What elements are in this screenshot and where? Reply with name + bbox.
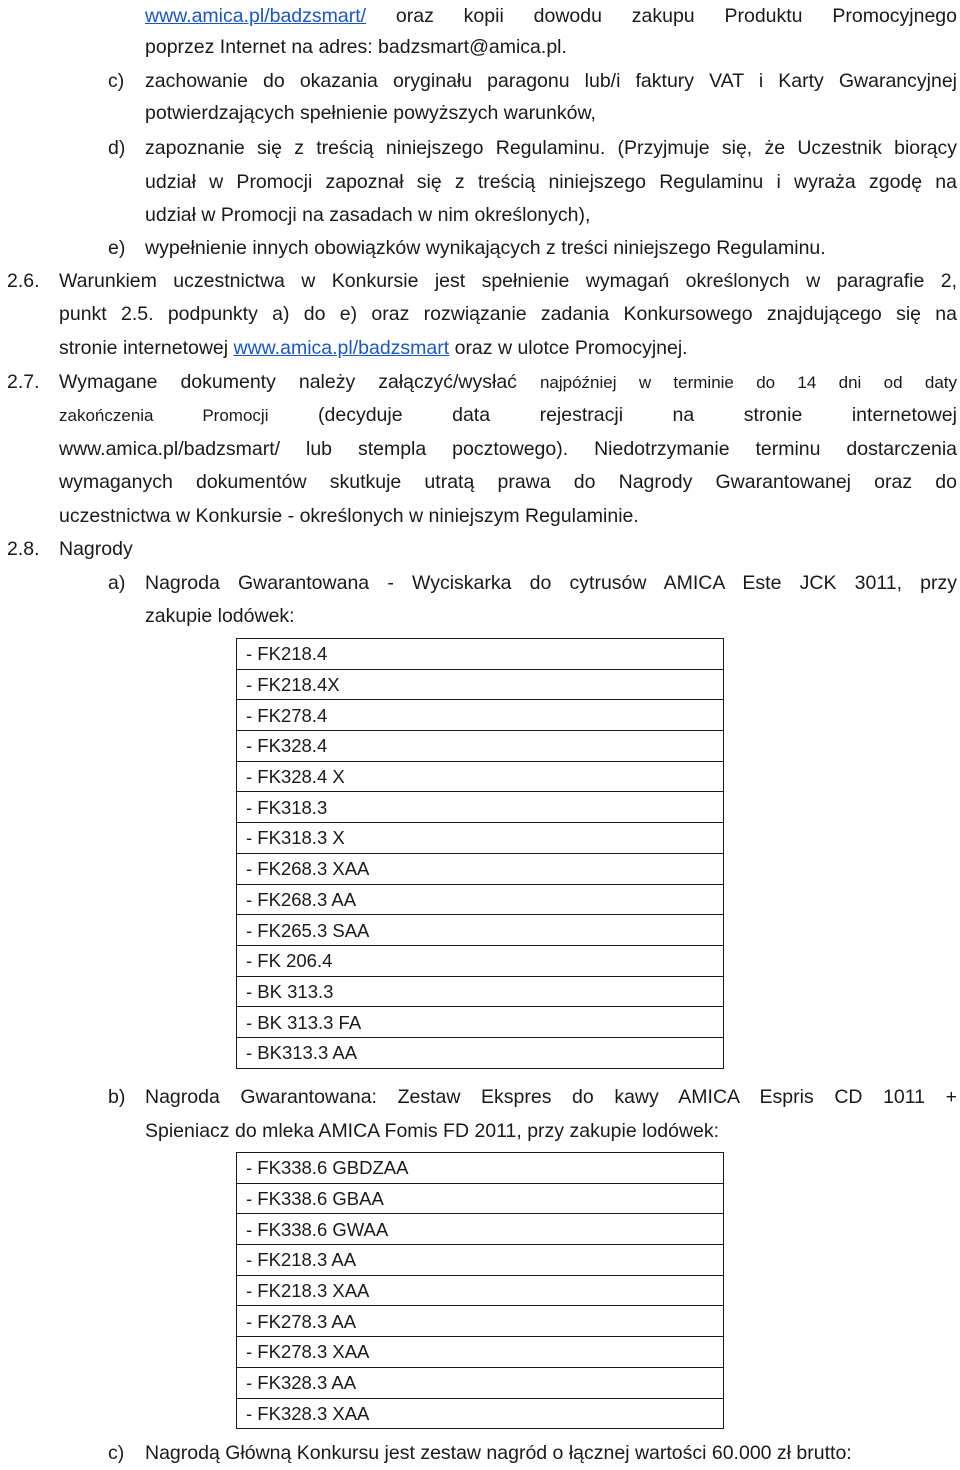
model-cell: - FK328.4	[237, 731, 724, 762]
model-cell: - BK 313.3	[237, 976, 724, 1007]
text-line: uczestnictwa w Konkursie - określonych w niniejszym Regulaminie.	[59, 505, 639, 527]
model-row	[237, 700, 724, 731]
model-table-a	[236, 638, 724, 1069]
model-row	[237, 761, 724, 792]
model-row	[237, 1275, 724, 1306]
model-row	[237, 1037, 724, 1068]
model-row	[237, 823, 724, 854]
text-line: www.amica.pl/badzsmart/ oraz kopii dowodu zakupu Produktu Promocyjnego	[145, 5, 957, 27]
text-line: wymaganych dokumentów skutkuje utratą prawa do Nagrody Gwarantowanej oraz do	[59, 471, 957, 493]
list-marker: b)	[108, 1086, 126, 1108]
model-row	[237, 884, 724, 915]
model-row	[237, 1245, 724, 1276]
text-line: www.amica.pl/badzsmart/ lub stempla pocztowego). Niedotrzymanie terminu dostarczenia	[59, 438, 957, 460]
list-marker: a)	[108, 572, 126, 594]
text-line: udział w Promocji na zasadach w nim określonych),	[145, 204, 591, 226]
text-line: punkt 2.5. podpunkty a) do e) oraz rozwiązanie zadania Konkursowego znajdującego się na	[59, 303, 957, 325]
model-row	[237, 669, 724, 700]
list-marker: e)	[108, 237, 126, 259]
model-row	[237, 1007, 724, 1038]
text-line: Spieniacz do mleka AMICA Fomis FD 2011, przy zakupie lodówek:	[145, 1120, 720, 1142]
model-cell: - FK328.3 XAA	[237, 1398, 724, 1429]
website-link[interactable]: www.amica.pl/badzsmart/	[145, 5, 367, 27]
model-cell: - FK338.6 GWAA	[237, 1214, 724, 1245]
model-row	[237, 1337, 724, 1368]
model-cell: - FK338.6 GBAA	[237, 1183, 724, 1214]
model-cell: - FK218.4	[237, 639, 724, 670]
text-line: Warunkiem uczestnictwa w Konkursie jest spełnienie wymagań określonych w paragrafie 2,	[59, 270, 957, 292]
model-row	[237, 1306, 724, 1337]
list-marker: c)	[108, 70, 125, 92]
model-cell: - FK328.3 AA	[237, 1367, 724, 1398]
model-row	[237, 976, 724, 1007]
model-cell: - BK313.3 AA	[237, 1037, 724, 1068]
model-cell: - BK 313.3 FA	[237, 1007, 724, 1038]
list-marker: c)	[108, 1442, 125, 1464]
model-cell: - FK338.6 GBDZAA	[237, 1153, 724, 1184]
section-title: Nagrody	[59, 538, 133, 560]
section-number: 2.8.	[7, 538, 40, 560]
model-row	[237, 1214, 724, 1245]
model-cell: - FK218.4X	[237, 669, 724, 700]
text-line: Nagrodą Główną Konkursu jest zestaw nagród o łącznej wartości 60.000 zł brutto:	[145, 1442, 852, 1464]
model-row	[237, 639, 724, 670]
text-line: zakończenia Promocji (decyduje data rejestracji na stronie internetowej	[59, 404, 957, 426]
model-row	[237, 792, 724, 823]
model-cell: - FK278.4	[237, 700, 724, 731]
model-row	[237, 1367, 724, 1398]
model-cell: - FK278.3 AA	[237, 1306, 724, 1337]
model-cell: - FK318.3	[237, 792, 724, 823]
model-cell: - FK218.3 XAA	[237, 1275, 724, 1306]
model-cell: - FK265.3 SAA	[237, 915, 724, 946]
text-line: Wymagane dokumenty należy załączyć/wysłać najpóźniej w terminie do 14 dni od daty	[59, 371, 957, 393]
model-cell: - FK318.3 X	[237, 823, 724, 854]
model-cell: - FK278.3 XAA	[237, 1337, 724, 1368]
model-row	[237, 1398, 724, 1429]
section-number: 2.6.	[7, 270, 40, 292]
model-row	[237, 1153, 724, 1184]
model-row	[237, 1183, 724, 1214]
text-line: zachowanie do okazania oryginału paragonu lub/i faktury VAT i Karty Gwarancyjnej	[145, 70, 957, 92]
text-line: wypełnienie innych obowiązków wynikających z treści niniejszego Regulaminu.	[145, 237, 826, 259]
section-number: 2.7.	[7, 371, 40, 393]
model-cell: - FK268.3 XAA	[237, 853, 724, 884]
list-marker: d)	[108, 137, 126, 159]
model-row	[237, 915, 724, 946]
text-line: potwierdzających spełnienie powyższych warunków,	[145, 102, 596, 124]
text-line: udział w Promocji zapoznał się z treścią niniejszego Regulaminu i wyraża zgodę na	[145, 171, 957, 193]
model-row	[237, 853, 724, 884]
model-cell: - FK328.4 X	[237, 761, 724, 792]
text-line: zakupie lodówek:	[145, 605, 295, 627]
text-line: stronie internetowej www.amica.pl/badzsmart oraz w ulotce Promocyjnej.	[59, 337, 688, 359]
model-cell: - FK218.3 AA	[237, 1245, 724, 1276]
model-row	[237, 945, 724, 976]
model-table-b	[236, 1152, 724, 1429]
model-cell: - FK 206.4	[237, 945, 724, 976]
text-line: Nagroda Gwarantowana - Wyciskarka do cytrusów AMICA Este JCK 3011, przy	[145, 572, 957, 594]
text-line: Nagroda Gwarantowana: Zestaw Ekspres do kawy AMICA Espris CD 1011 +	[145, 1086, 957, 1108]
model-cell: - FK268.3 AA	[237, 884, 724, 915]
text-line: poprzez Internet na adres: badzsmart@amica.pl.	[145, 36, 567, 58]
text-line: zapoznanie się z treścią niniejszego Regulaminu. (Przyjmuje się, że Uczestnik biorący	[145, 137, 957, 159]
model-row	[237, 731, 724, 762]
website-link[interactable]: www.amica.pl/badzsmart	[233, 337, 450, 359]
